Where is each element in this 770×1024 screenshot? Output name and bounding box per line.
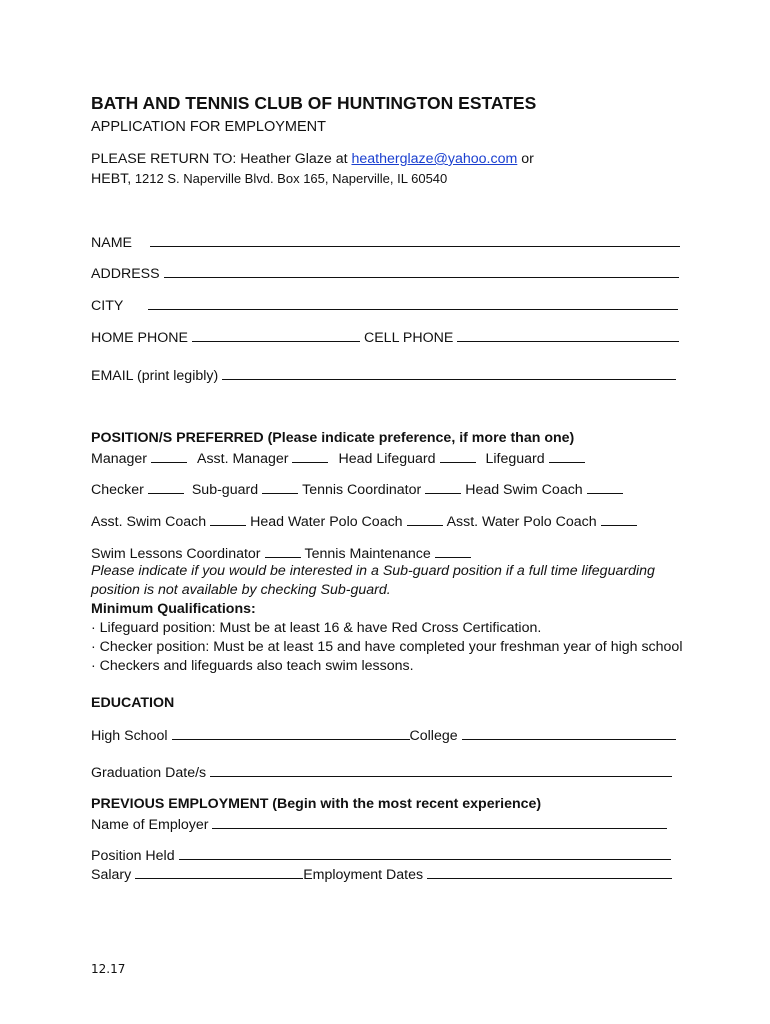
position-held-field[interactable] bbox=[179, 847, 671, 860]
checker-field[interactable] bbox=[148, 481, 184, 494]
high-school-label: High School bbox=[91, 728, 168, 744]
manager-label: Manager bbox=[91, 451, 147, 467]
form-version: 12.17 bbox=[91, 962, 126, 976]
sub-guard-note-line-2: position is not available by checking Sub-guard. bbox=[91, 582, 391, 598]
return-address-text: 1212 S. Naperville Blvd. Box 165, Naperville, IL 60540 bbox=[131, 171, 448, 186]
qualification-item: · Checkers and lifeguards also teach swim lessons. bbox=[91, 658, 414, 674]
graduation-label: Graduation Date/s bbox=[91, 765, 207, 781]
return-instructions bbox=[91, 151, 534, 167]
return-email-link[interactable]: heatherglaze@yahoo.com bbox=[351, 151, 518, 167]
home-phone-field[interactable] bbox=[192, 329, 360, 342]
email-label: EMAIL (print legibly) bbox=[91, 368, 219, 384]
head-water-polo-coach-label: Head Water Polo Coach bbox=[250, 514, 403, 530]
swim-lessons-coordinator-field[interactable] bbox=[265, 545, 301, 558]
employer-row bbox=[91, 816, 667, 833]
head-swim-coach-label: Head Swim Coach bbox=[465, 482, 583, 498]
education-heading: EDUCATION bbox=[91, 695, 175, 711]
sub-guard-label: Sub-guard bbox=[191, 482, 259, 498]
positions-row-2 bbox=[91, 481, 623, 498]
asst-swim-coach-field[interactable] bbox=[210, 513, 246, 526]
asst-water-polo-coach-label: Asst. Water Polo Coach bbox=[446, 514, 597, 530]
address-label: ADDRESS bbox=[91, 266, 160, 282]
return-prefix: PLEASE RETURN TO: Heather Glaze at bbox=[91, 151, 352, 167]
return-suffix: or bbox=[517, 151, 534, 167]
cell-phone-label: CELL PHONE bbox=[363, 330, 454, 346]
salary-label: Salary bbox=[91, 867, 132, 883]
position-held-row bbox=[91, 847, 671, 864]
address-field[interactable] bbox=[164, 265, 679, 278]
asst-manager-field[interactable] bbox=[292, 450, 328, 463]
return-address-lead: HEBT, bbox=[91, 171, 132, 187]
head-lifeguard-label: Head Lifeguard bbox=[338, 451, 436, 467]
employment-dates-label: Employment Dates bbox=[303, 867, 424, 883]
city-label: CITY bbox=[91, 298, 124, 314]
head-lifeguard-field[interactable] bbox=[440, 450, 476, 463]
email-field[interactable] bbox=[222, 367, 676, 380]
high-school-field[interactable] bbox=[172, 727, 410, 740]
page-subtitle: APPLICATION FOR EMPLOYMENT bbox=[91, 119, 326, 135]
checker-label: Checker bbox=[91, 482, 144, 498]
email-row bbox=[91, 367, 676, 384]
school-row bbox=[91, 727, 676, 744]
sub-guard-note-line-1: Please indicate if you would be interested in a Sub-guard position if a full time lifeguarding bbox=[91, 563, 655, 579]
asst-manager-label: Asst. Manager bbox=[197, 451, 289, 467]
qualification-item: · Checker position: Must be at least 15 and have completed your freshman year of high school bbox=[91, 639, 683, 655]
cell-phone-field[interactable] bbox=[457, 329, 679, 342]
name-label: NAME bbox=[91, 235, 132, 251]
address-row bbox=[91, 265, 679, 282]
employer-field[interactable] bbox=[212, 816, 667, 829]
positions-heading: POSITION/S PREFERRED (Please indicate preference, if more than one) bbox=[91, 430, 575, 446]
tennis-coordinator-label: Tennis Coordinator bbox=[302, 482, 422, 498]
salary-field[interactable] bbox=[135, 866, 303, 879]
return-address bbox=[91, 171, 447, 187]
lifeguard-label: Lifeguard bbox=[485, 451, 545, 467]
swim-lessons-coordinator-label: Swim Lessons Coordinator bbox=[91, 546, 261, 562]
positions-row-3 bbox=[91, 513, 637, 530]
positions-row-1 bbox=[91, 450, 585, 467]
asst-swim-coach-label: Asst. Swim Coach bbox=[91, 514, 207, 530]
name-field[interactable] bbox=[150, 234, 680, 247]
salary-row bbox=[91, 866, 672, 883]
tennis-coordinator-field[interactable] bbox=[425, 481, 461, 494]
phone-row bbox=[91, 329, 679, 346]
city-field[interactable] bbox=[148, 297, 678, 310]
positions-row-4 bbox=[91, 545, 471, 562]
position-held-label: Position Held bbox=[91, 848, 175, 864]
page-title: BATH AND TENNIS CLUB OF HUNTINGTON ESTATES bbox=[91, 93, 537, 113]
graduation-row bbox=[91, 764, 672, 781]
college-field[interactable] bbox=[462, 727, 676, 740]
employment-dates-field[interactable] bbox=[427, 866, 672, 879]
college-label: College bbox=[409, 728, 458, 744]
tennis-maintenance-field[interactable] bbox=[435, 545, 471, 558]
sub-guard-field[interactable] bbox=[262, 481, 298, 494]
employer-label: Name of Employer bbox=[91, 817, 209, 833]
name-row bbox=[91, 234, 680, 251]
tennis-maintenance-label: Tennis Maintenance bbox=[304, 546, 431, 562]
graduation-field[interactable] bbox=[210, 764, 672, 777]
lifeguard-field[interactable] bbox=[549, 450, 585, 463]
employment-heading: PREVIOUS EMPLOYMENT (Begin with the most recent experience) bbox=[91, 796, 542, 812]
qualification-item: · Lifeguard position: Must be at least 16 & have Red Cross Certification. bbox=[91, 620, 542, 636]
home-phone-label: HOME PHONE bbox=[91, 330, 188, 346]
head-water-polo-coach-field[interactable] bbox=[407, 513, 443, 526]
city-row bbox=[91, 297, 678, 314]
head-swim-coach-field[interactable] bbox=[587, 481, 623, 494]
manager-field[interactable] bbox=[151, 450, 187, 463]
asst-water-polo-coach-field[interactable] bbox=[601, 513, 637, 526]
qualifications-heading: Minimum Qualifications: bbox=[91, 601, 256, 617]
